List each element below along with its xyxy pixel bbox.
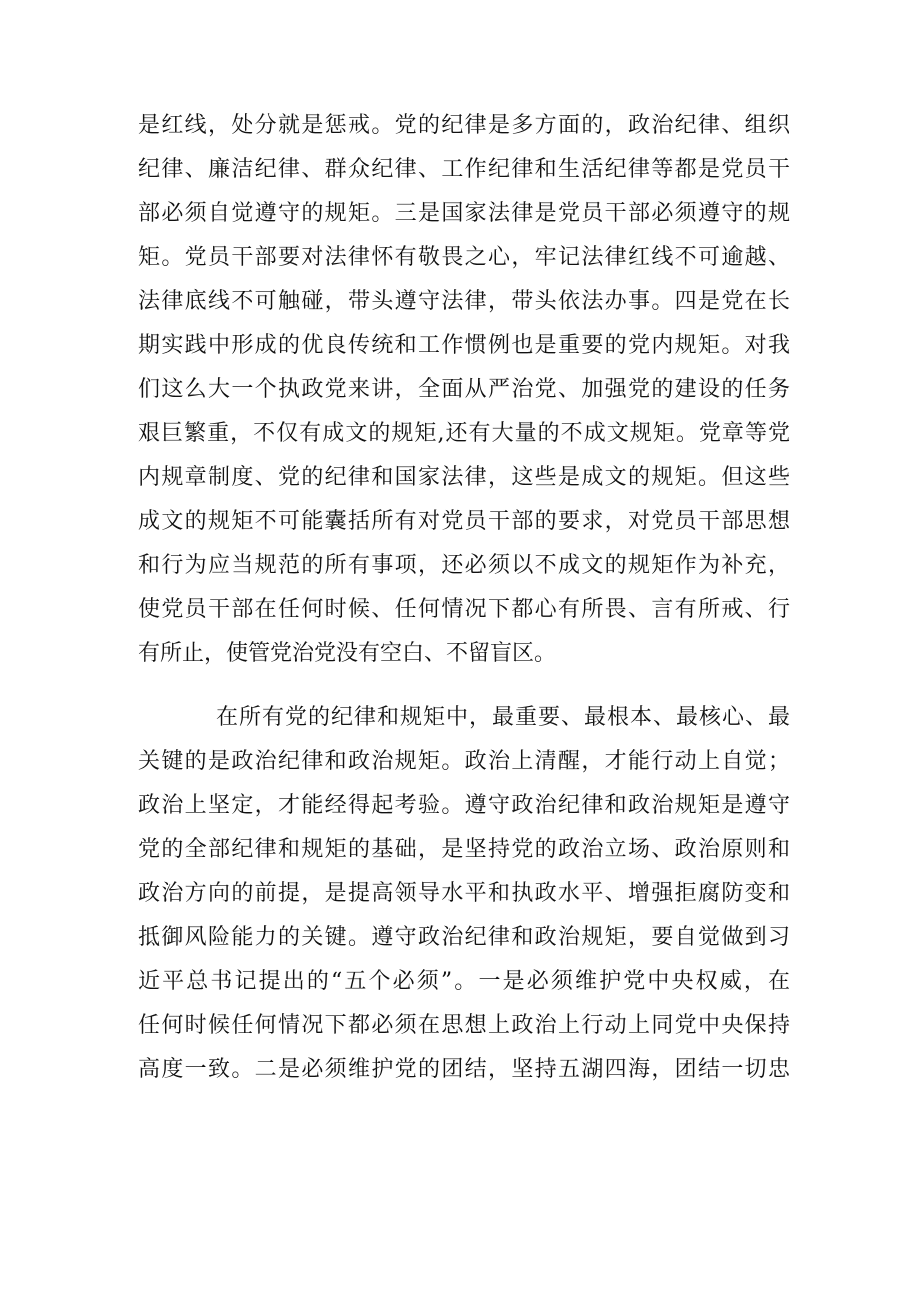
text-line: 成文的规矩不可能囊括所有对党员干部的要求，对党员干部思想 — [138, 509, 790, 534]
text-line: 近平总书记提出的“五个必须”。一是必须维护党中央权威，在 — [138, 969, 790, 994]
text-line: 政治方向的前提，是提高领导水平和执政水平、增强拒腐防变和 — [138, 881, 790, 906]
text-line: 政治上坚定，才能经得起考验。遵守政治纪律和政治规矩是遵守 — [138, 793, 790, 818]
text-line: 期实践中形成的优良传统和工作惯例也是重要的党内规矩。对我 — [138, 333, 790, 358]
text-line: 在所有党的纪律和规矩中，最重要、最根本、最核心、最 — [216, 705, 790, 730]
text-line: 内规章制度、党的纪律和国家法律，这些是成文的规矩。但这些 — [138, 465, 790, 490]
text-line: 纪律、廉洁纪律、群众纪律、工作纪律和生活纪律等都是党员干 — [138, 157, 790, 182]
document-body — [138, 104, 790, 1092]
text-line: 和行为应当规范的所有事项，还必须以不成文的规矩作为补充， — [138, 553, 790, 578]
text-line: 是红线，处分就是惩戒。党的纪律是多方面的，政治纪律、组织 — [138, 113, 790, 138]
text-line: 部必须自觉遵守的规矩。三是国家法律是党员干部必须遵守的规 — [138, 201, 790, 226]
paragraph-1 — [138, 104, 790, 676]
text-line: 艰巨繁重，不仅有成文的规矩,还有大量的不成文规矩。党章等党 — [138, 421, 790, 446]
text-line: 有所止，使管党治党没有空白、不留盲区。 — [138, 641, 557, 666]
text-line: 党的全部纪律和规矩的基础，是坚持党的政治立场、政治原则和 — [138, 837, 790, 862]
paragraph-2 — [138, 696, 790, 1092]
paragraph-spacer — [138, 676, 790, 696]
text-line: 们这么大一个执政党来讲，全面从严治党、加强党的建设的任务 — [138, 377, 790, 402]
text-line: 关键的是政治纪律和政治规矩。政治上清醒，才能行动上自觉； — [138, 749, 790, 774]
text-line: 法律底线不可触碰，带头遵守法律，带头依法办事。四是党在长 — [138, 289, 790, 314]
text-line: 高度一致。二是必须维护党的团结，坚持五湖四海，团结一切忠 — [138, 1057, 790, 1082]
text-line: 使党员干部在任何时候、任何情况下都心有所畏、言有所戒、行 — [138, 597, 790, 622]
text-line: 任何时候任何情况下都必须在思想上政治上行动上同党中央保持 — [138, 1013, 790, 1038]
text-line: 抵御风险能力的关键。遵守政治纪律和政治规矩，要自觉做到习 — [138, 925, 790, 950]
text-line: 矩。党员干部要对法律怀有敬畏之心，牢记法律红线不可逾越、 — [138, 245, 790, 270]
